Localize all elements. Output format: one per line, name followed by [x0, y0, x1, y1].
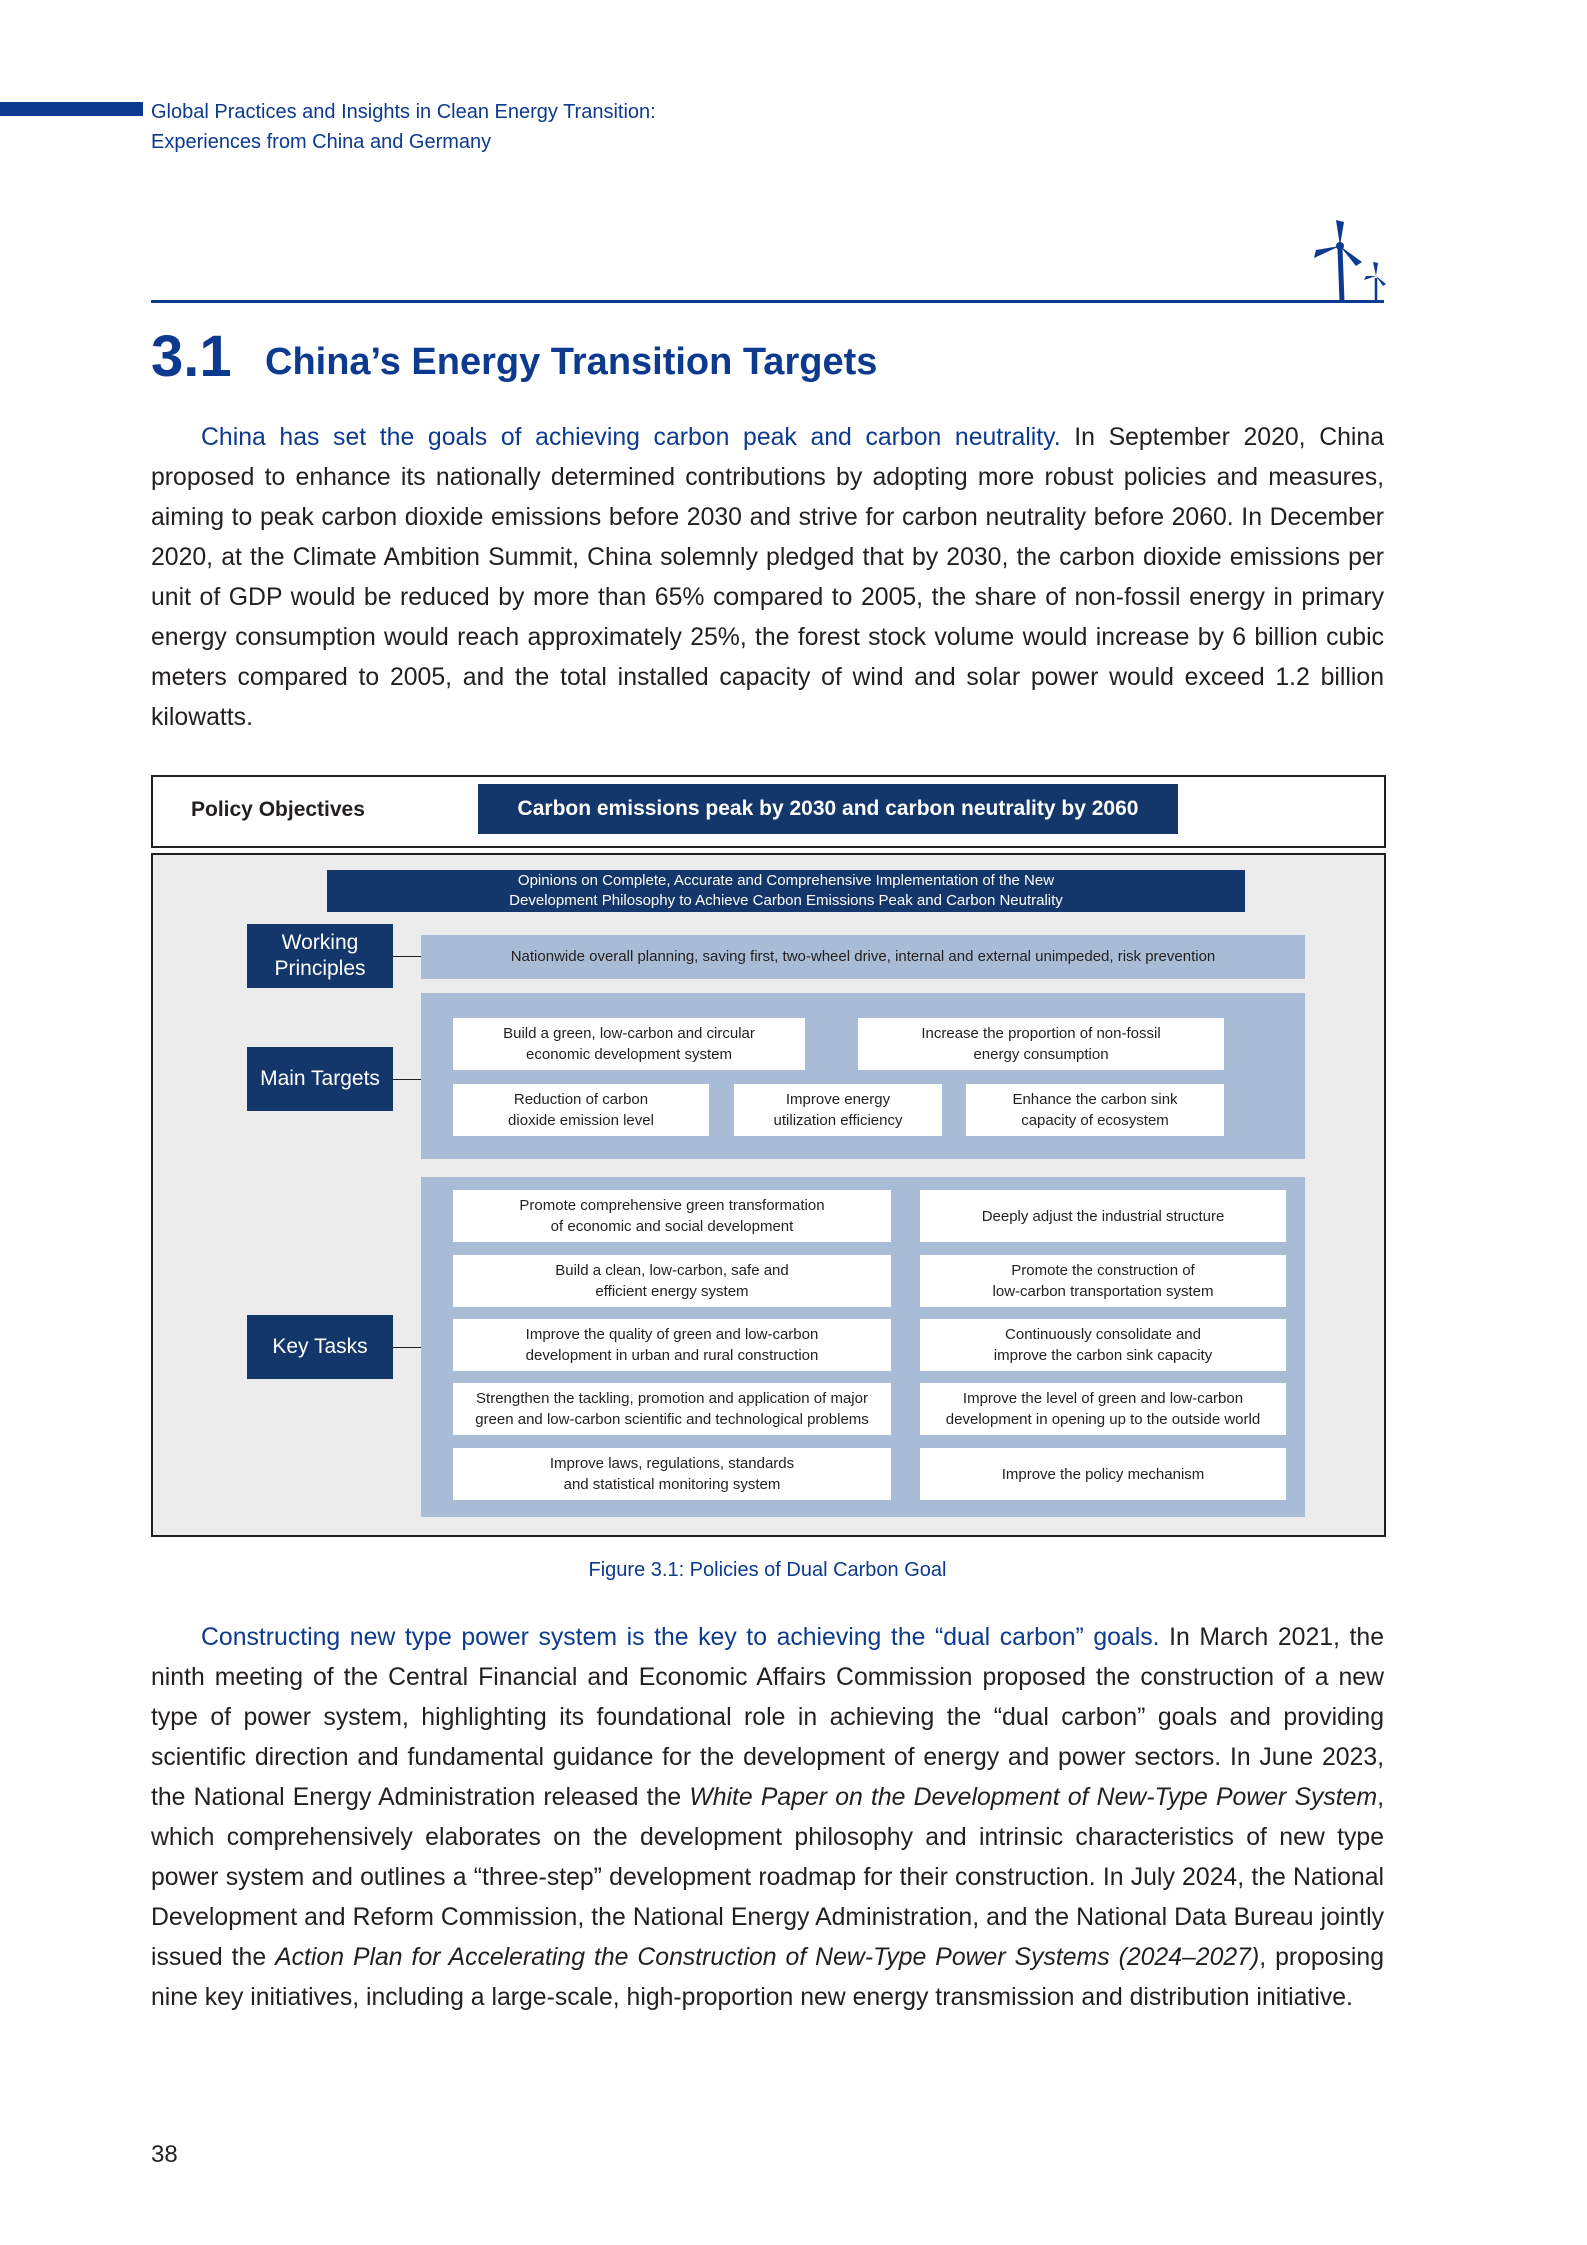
main-targets-connector: [393, 1079, 421, 1080]
key-task-line: Improve laws, regulations, standards: [549, 1455, 795, 1472]
running-header: [151, 97, 656, 157]
key-task-line: development in urban and rural construction: [525, 1347, 819, 1364]
paragraph-1-body: In September 2020, China proposed to enhance its nationally determined contributions by adopting more robust policies and measures, aiming to peak carbon dioxide emissions before 2030 and strive for carbon neutrality before 2060. In December 2020, at the Climate Ambition Summit, China solemnly pledged that by 2030, the carbon dioxide emissions per unit of GDP would be reduced by more than 65% compared to 2005, the share of non-fossil energy in primary energy consumption would reach approximately 25%, the forest stock volume would increase by 6 billion cubic meters compared to 2005, and the total installed capacity of wind and solar power would exceed 1.2 billion kilowatts.: [151, 424, 1384, 731]
key-task-cell: [920, 1190, 1286, 1242]
paragraph-2-lead: Constructing new type power system is the key to achieving the “dual carbon” goals.: [201, 1624, 1160, 1651]
key-task-line: of economic and social development: [550, 1218, 794, 1235]
key-task-line: Improve the quality of green and low-carbon: [525, 1326, 819, 1343]
paragraph-2-action-plan-title: Action Plan for Accelerating the Construction of New-Type Power Systems (2024–2027): [275, 1944, 1260, 1971]
key-task-line: low-carbon transportation system: [992, 1283, 1214, 1300]
key-task-cell: [920, 1383, 1286, 1435]
policy-objectives-label: Policy Objectives: [191, 798, 365, 821]
opinions-banner: [327, 870, 1245, 912]
working-principles-label: [247, 924, 393, 988]
key-task-cell: [453, 1319, 891, 1371]
paragraph-2-body-3: , proposing nine key initiatives, including a large-scale, high-proportion new energy transmission and distribution initiative.: [151, 1944, 1384, 2011]
main-target-line: utilization efficiency: [773, 1112, 903, 1129]
header-accent-bar: [0, 102, 143, 116]
key-task-cell: [453, 1448, 891, 1500]
key-task-line: improve the carbon sink capacity: [993, 1347, 1213, 1364]
main-target-cell: [966, 1084, 1224, 1136]
working-principles-band: [421, 935, 1305, 979]
key-tasks-label: Key Tasks: [247, 1315, 393, 1379]
section-number: 3.1: [151, 324, 232, 389]
key-task-cell: [920, 1448, 1286, 1500]
key-task-line: Strengthen the tackling, promotion and application of major: [476, 1390, 868, 1407]
figure-dual-carbon-diagram: [151, 853, 1386, 1537]
paragraph-1: [151, 418, 1384, 738]
key-task-line: Promote the construction of: [1011, 1262, 1195, 1279]
running-header-line2: Experiences from China and Germany: [151, 131, 492, 153]
key-task-line: Deeply adjust the industrial structure: [981, 1207, 1225, 1225]
working-principles-connector: [393, 956, 421, 957]
key-task-cell: [920, 1319, 1286, 1371]
working-principles-text: Nationwide overall planning, saving first, two-wheel drive, internal and external unimpeded, risk prevention: [510, 948, 1216, 965]
key-task-cell: [453, 1190, 891, 1242]
key-tasks-connector: [393, 1347, 421, 1348]
page-number: 38: [151, 2141, 178, 2168]
main-target-line: Build a green, low-carbon and circular: [503, 1025, 755, 1042]
working-principles-label-line1: Working: [281, 931, 359, 954]
paragraph-2-body-1: In March 2021, the ninth meeting of the Central Financial and Economic Affairs Commission proposed the construction of a new type of power system, highlighting its foundational role in achieving the “dual carbon” goals and providing scientific direction and fundamental guidance for the development of energy and power sectors. In June 2023, the National Energy Administration released the: [151, 1624, 1384, 1811]
key-task-line: Promote comprehensive green transformation: [519, 1197, 825, 1214]
key-task-line: and statistical monitoring system: [563, 1476, 781, 1493]
key-task-line: development in opening up to the outside world: [945, 1411, 1261, 1428]
running-header-line1: Global Practices and Insights in Clean Energy Transition:: [151, 101, 656, 123]
main-target-cell: [734, 1084, 942, 1136]
key-task-line: Build a clean, low-carbon, safe and: [555, 1262, 789, 1279]
key-task-line: green and low-carbon scientific and technological problems: [475, 1411, 869, 1428]
main-target-line: capacity of ecosystem: [1021, 1112, 1169, 1129]
opinions-line1: Opinions on Complete, Accurate and Comprehensive Implementation of the New: [517, 872, 1055, 889]
key-task-line: Improve the policy mechanism: [1001, 1465, 1205, 1483]
main-target-line: dioxide emission level: [508, 1112, 654, 1129]
paragraph-2-white-paper-title: White Paper on the Development of New-Type Power System: [689, 1784, 1378, 1811]
main-targets-label: Main Targets: [247, 1047, 393, 1111]
key-task-line: Improve the level of green and low-carbon: [962, 1390, 1244, 1407]
main-target-cell: [453, 1084, 709, 1136]
policy-objectives-value: Carbon emissions peak by 2030 and carbon neutrality by 2060: [478, 784, 1178, 834]
main-target-line: energy consumption: [973, 1046, 1109, 1063]
paragraph-2-body-2: , which comprehensively elaborates on the development philosophy and intrinsic characteristics of new type power system and outlines a “three-step” development roadmap for their construction. In July 2024, the National Development and Reform Commission, the National Energy Administration, and the National Data Bureau jointly issued the: [151, 1784, 1385, 1971]
working-principles-label-line2: Principles: [274, 957, 366, 980]
paragraph-2: [151, 1618, 1384, 2018]
main-target-cell: [453, 1018, 805, 1070]
main-target-line: Increase the proportion of non-fossil: [921, 1025, 1161, 1042]
key-task-cell: [453, 1255, 891, 1307]
paragraph-1-lead: China has set the goals of achieving carbon peak and carbon neutrality.: [201, 424, 1061, 451]
main-target-line: Improve energy: [785, 1091, 891, 1108]
main-target-line: Reduction of carbon: [513, 1091, 649, 1108]
main-target-cell: [858, 1018, 1224, 1070]
header-rule: [151, 300, 1384, 303]
wind-turbine-icon: [1300, 218, 1390, 304]
key-task-line: Continuously consolidate and: [1005, 1326, 1201, 1343]
figure-caption: Figure 3.1: Policies of Dual Carbon Goal: [588, 1559, 947, 1581]
main-target-line: economic development system: [526, 1046, 732, 1063]
key-task-line: efficient energy system: [595, 1283, 749, 1300]
figure-policy-objectives-row: [151, 775, 1386, 848]
section-title: China’s Energy Transition Targets: [265, 341, 878, 383]
key-task-cell: [453, 1383, 891, 1435]
opinions-line2: Development Philosophy to Achieve Carbon Emissions Peak and Carbon Neutrality: [509, 892, 1063, 909]
main-target-line: Enhance the carbon sink: [1012, 1091, 1178, 1108]
key-task-cell: [920, 1255, 1286, 1307]
